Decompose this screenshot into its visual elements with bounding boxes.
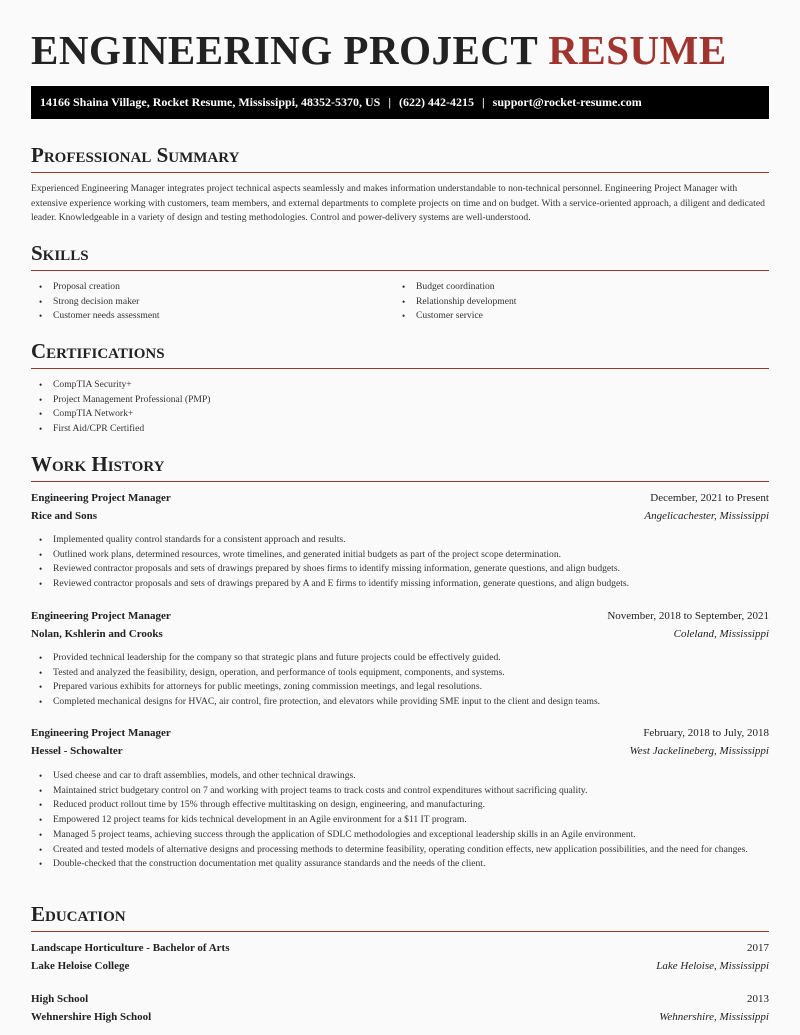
education-location: Lake Heloise, Mississippi: [656, 960, 769, 972]
job-dates: February, 2018 to July, 2018: [643, 727, 769, 739]
education-heading: Education: [31, 902, 126, 926]
work-heading: Work History: [31, 452, 165, 476]
skills-heading: Skills: [31, 241, 89, 265]
job-bullet: • Tested and analyzed the feasibility, design, operation, and performance of tools equipment, components, and systems.: [31, 666, 769, 681]
job-company: Rice and Sons: [31, 510, 98, 522]
contact-bar: [31, 86, 769, 119]
skill-item: • Customer service: [394, 309, 769, 324]
education-school: Wehnershire High School: [31, 1011, 152, 1023]
job-company: Hessel - Schowalter: [31, 745, 123, 757]
summary-text: Experienced Engineering Manager integrates project technical aspects seamlessly and makes information understandable to non-technical personnel. Engineering Project Manager with extensive experience working with customers, team members, and external departments to complete projects on time and on budget. With a service-oriented approach, a diligent and dedicated leader. Knowledgeable in a variety of design and testing methodologies. Control and power-delivery systems are well-understood.: [31, 183, 765, 224]
education-degree: Landscape Horticulture - Bachelor of Arts: [31, 942, 230, 954]
resume-title: [31, 26, 727, 74]
job-dates: December, 2021 to Present: [650, 492, 769, 504]
skill-item: • Proposal creation: [31, 280, 391, 295]
job-bullet: • Used cheese and car to draft assemblies, models, and other technical drawings.: [31, 769, 769, 784]
contact-email[interactable]: support@rocket-resume.com: [492, 95, 642, 109]
certification-item: • Project Management Professional (PMP): [31, 393, 769, 408]
job-bullet: • Reviewed contractor proposals and sets of drawings prepared by shoes firms to identify missing information, generate questions, and align budgets.: [31, 562, 769, 577]
job-bullet: • Maintained strict budgetary control on 7 and working with project teams to track costs and control expenditures without sacrificing quality.: [31, 784, 769, 799]
education-year: 2013: [747, 993, 769, 1005]
job-bullets: [31, 651, 769, 710]
job-company: Nolan, Kshlerin and Crooks: [31, 628, 163, 640]
education-year: 2017: [747, 942, 769, 954]
skill-item: • Strong decision maker: [31, 295, 391, 310]
education-location: Wehnershire, Mississippi: [659, 1011, 769, 1023]
skill-item: • Customer needs assessment: [31, 309, 391, 324]
skill-item: • Relationship development: [394, 295, 769, 310]
summary-heading: Professional Summary: [31, 143, 240, 167]
education-school: Lake Heloise College: [31, 960, 130, 972]
job-bullets: [31, 769, 769, 872]
job-title: Engineering Project Manager: [31, 610, 171, 622]
summary-rule: [31, 172, 769, 173]
certifications-list: [31, 378, 769, 437]
job-bullet: • Provided technical leadership for the company so that strategic plans and future projects could be effectively guided.: [31, 651, 769, 666]
work-rule: [31, 481, 769, 482]
education-rule: [31, 931, 769, 932]
title-main: ENGINEERING PROJECT: [31, 27, 538, 73]
contact-phone[interactable]: (622) 442-4215: [399, 95, 475, 109]
contact-separator: |: [482, 95, 485, 109]
job-bullet: • Completed mechanical designs for HVAC, air control, fire protection, and elevators while providing SME input to the client and design teams.: [31, 695, 769, 710]
job-title: Engineering Project Manager: [31, 492, 171, 504]
certification-item: • CompTIA Network+: [31, 407, 769, 422]
title-accent: RESUME: [548, 27, 727, 73]
job-bullet: • Outlined work plans, determined resources, wrote timelines, and generated initial budgets as part of the project scope determination.: [31, 548, 769, 563]
skill-item: • Budget coordination: [394, 280, 769, 295]
certifications-heading: Certifications: [31, 339, 165, 363]
certification-item: • CompTIA Security+: [31, 378, 769, 393]
contact-address: 14166 Shaina Village, Rocket Resume, Mississippi, 48352-5370, US: [40, 95, 381, 109]
job-location: Coleland, Mississippi: [673, 628, 769, 640]
skills-list-right: [394, 280, 769, 324]
job-bullet: • Reduced product rollout time by 15% through effective multitasking on design, engineering, and manufacturing.: [31, 798, 769, 813]
job-bullet: • Prepared various exhibits for attorneys for public meetings, zoning commission meetings, and legal resolutions.: [31, 680, 769, 695]
job-location: Angelicachester, Mississippi: [644, 510, 769, 522]
skills-list-left: [31, 280, 391, 324]
skills-rule: [31, 270, 769, 271]
contact-separator: |: [388, 95, 392, 109]
certifications-rule: [31, 368, 769, 369]
job-bullet: • Empowered 12 project teams for kids technical development in an Agile environment for a $11 IT program.: [31, 813, 769, 828]
job-bullets: [31, 533, 769, 592]
job-bullet: • Reviewed contractor proposals and sets of drawings prepared by A and E firms to identify missing information, generate questions, and align budgets.: [31, 577, 769, 592]
job-bullet: • Managed 5 project teams, achieving success through the application of SDLC methodologies and exceptional leadership skills in an Agile environment.: [31, 828, 769, 843]
job-dates: November, 2018 to September, 2021: [607, 610, 769, 622]
job-title: Engineering Project Manager: [31, 727, 171, 739]
job-location: West Jackelineberg, Mississippi: [629, 745, 769, 757]
job-bullet: • Implemented quality control standards for a consistent approach and results.: [31, 533, 769, 548]
job-bullet: • Created and tested models of alternative designs and processing methods to determine feasibility, operating condition effects, new application possibilities, and the need for changes.: [31, 843, 769, 858]
certification-item: • First Aid/CPR Certified: [31, 422, 769, 437]
education-degree: High School: [31, 993, 89, 1005]
job-bullet: • Double-checked that the construction documentation met quality assurance standards and the needs of the client.: [31, 857, 769, 872]
